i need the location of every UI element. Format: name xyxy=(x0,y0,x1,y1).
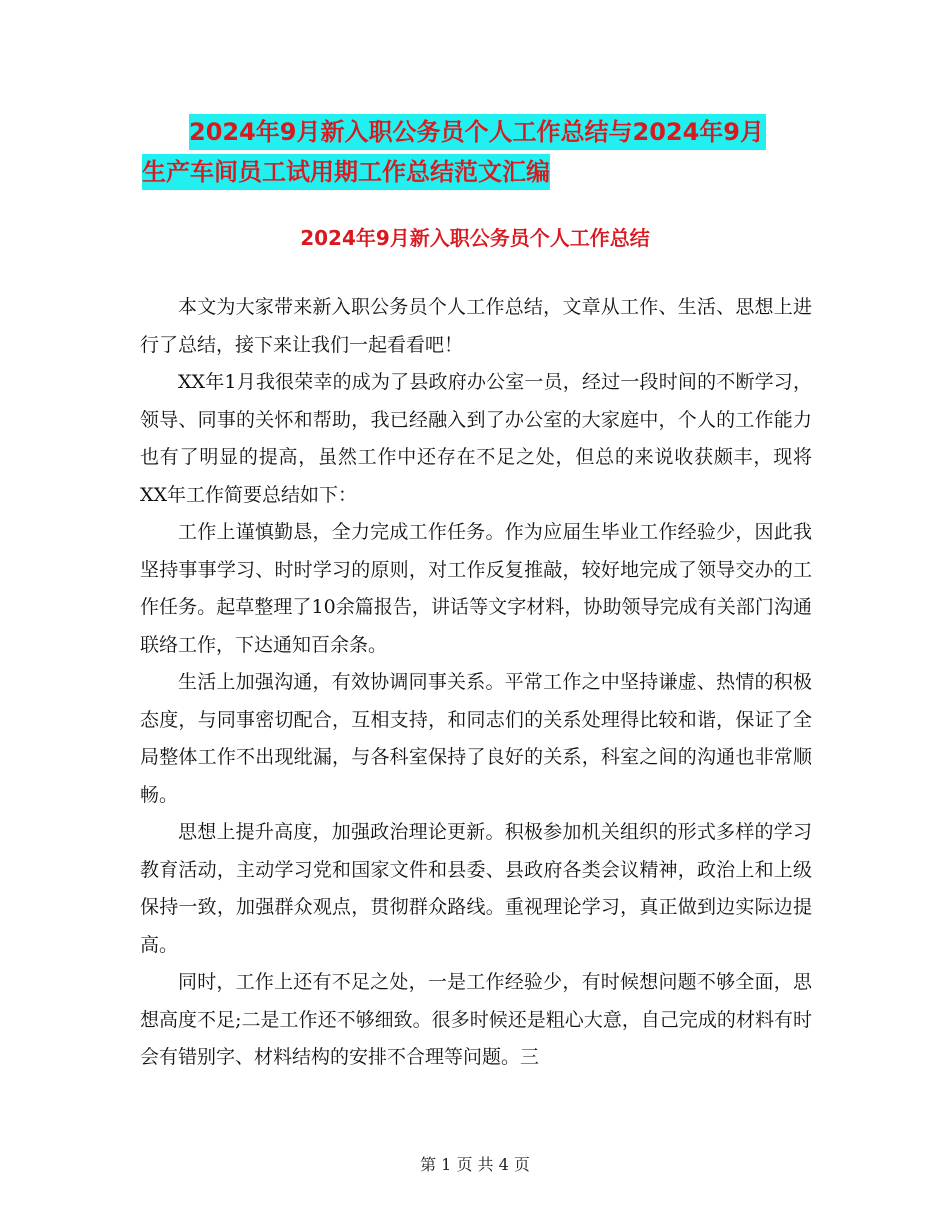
document-title-line-1: 2024年9月新入职公务员个人工作总结与2024年9月 xyxy=(189,114,766,150)
document-body xyxy=(140,289,812,1077)
paragraph: 工作上谨慎勤恳，全力完成工作任务。作为应届生毕业工作经验少，因此我坚持事事学习、时时学习的原则，对工作反复推敲，较好地完成了领导交办的工作任务。起草整理了10余篇报告，讲话等文字材料，协助领导完成有关部门沟通联络工作，下达通知百余条。 xyxy=(140,521,812,656)
section-heading: 2024年9月新入职公务员个人工作总结 xyxy=(300,226,650,250)
paragraph: XX年1月我很荣幸的成为了县政府办公室一员，经过一段时间的不断学习，领导、同事的关怀和帮助，我已经融入到了办公室的大家庭中，个人的工作能力也有了明显的提高，虽然工作中还存在不足之处，但总的来说收获颇丰，现将XX年工作简要总结如下： xyxy=(140,371,812,506)
document-title-line-2: 生产车间员工试用期工作总结范文汇编 xyxy=(142,154,550,190)
page-footer: 第 1 页 共 4 页 xyxy=(420,1155,530,1174)
paragraph: 同时，工作上还有不足之处，一是工作经验少，有时候想问题不够全面，思想高度不足;二是工作还不够细致。很多时候还是粗心大意，自己完成的材料有时会有错别字、材料结构的安排不合理等问题。三 xyxy=(140,971,812,1068)
paragraph: 思想上提升高度，加强政治理论更新。积极参加机关组织的形式多样的学习教育活动，主动学习党和国家文件和县委、县政府各类会议精神，政治上和上级保持一致，加强群众观点，贯彻群众路线。重视理论学习，真正做到边实际边提高。 xyxy=(140,821,812,956)
paragraph: 生活上加强沟通，有效协调同事关系。平常工作之中坚持谦虚、热情的积极态度，与同事密切配合，互相支持，和同志们的关系处理得比较和谐，保证了全局整体工作不出现纰漏，与各科室保持了良好的关系，科室之间的沟通也非常顺畅。 xyxy=(140,671,812,806)
paragraph: 本文为大家带来新入职公务员个人工作总结，文章从工作、生活、思想上进行了总结，接下来让我们一起看看吧！ xyxy=(140,296,812,356)
